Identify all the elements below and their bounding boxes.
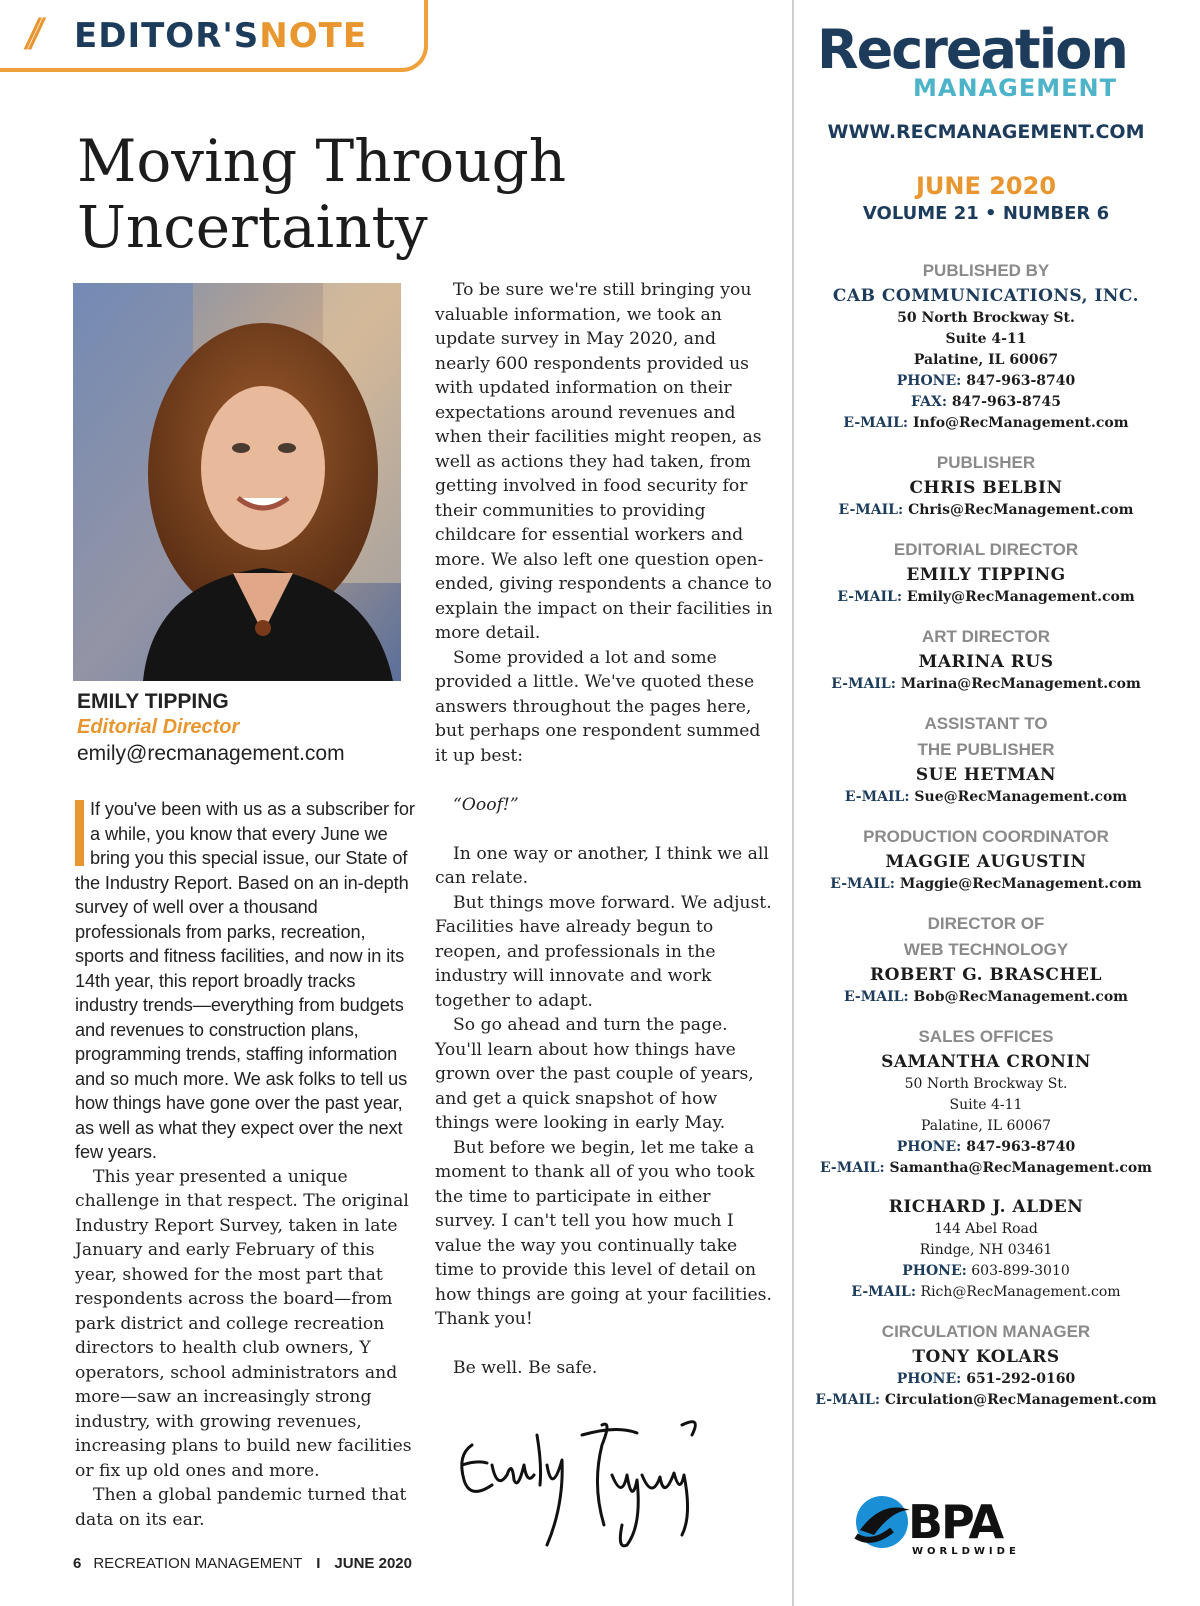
article-paragraph: But things move forward. We adjust. Facilities have already begun to reopen, and professionals in the industry will innovate and work together to adapt. (435, 892, 772, 1011)
website-url[interactable]: WWW.RECMANAGEMENT.COM (827, 121, 1145, 143)
logo-sub: MANAGEMENT (913, 74, 1117, 102)
contact-line (797, 371, 1175, 392)
contact-value: Marina@RecManagement.com (900, 676, 1141, 692)
contact-label: FAX: (911, 394, 948, 410)
article-paragraph: To be sure we're still bringing you valuable information, we took an update survey in May 2020, and nearly 600 respondents provided us with updated information on their expectations around revenues and when their facilities might reopen, as well as actions they had taken, from getting involved in food security for their communities to providing childcare for essential workers and more. We also left one question open-ended, giving respondents a chance to explain the impact on their facilities in more detail. (435, 280, 773, 643)
contact-value: Sue@RecManagement.com (914, 789, 1128, 805)
contact-line (797, 674, 1175, 695)
contact-label: PHONE: (902, 1263, 967, 1279)
contact-value: Info@RecManagement.com (912, 415, 1129, 431)
contact-value: Palatine, IL 60067 (913, 352, 1059, 368)
article-paragraph: But before we begin, let me take a moment to thank all of you who took the time to participate in either survey. I can't tell you how much I value the way you continually take time to provide this level of detail on how things are going at your facilities. Thank you! (435, 1137, 772, 1329)
staff-role: PUBLISHED BY (922, 261, 1050, 280)
contact-value: Chris@RecManagement.com (908, 502, 1134, 518)
contact-line (797, 1261, 1175, 1282)
slash-decoration: // (26, 10, 35, 59)
contact-line (797, 1074, 1175, 1095)
contact-line (797, 1158, 1175, 1179)
contact-value: Bob@RecManagement.com (913, 989, 1128, 1005)
staff-list (797, 258, 1175, 1427)
section-tab-part2: NOTE (259, 16, 368, 56)
article-column-1 (75, 797, 415, 1532)
masthead-section (797, 824, 1175, 895)
staff-name: TONY KOLARS (912, 1347, 1060, 1367)
staff-name: SAMANTHA CRONIN (881, 1052, 1091, 1072)
contact-value: Rindge, NH 03461 (919, 1242, 1053, 1258)
svg-text:WORLDWIDE: WORLDWIDE (912, 1546, 1020, 1557)
contact-label: PHONE: (896, 1139, 962, 1155)
contact-line (797, 1219, 1175, 1240)
contact-line (797, 787, 1175, 808)
staff-name: ROBERT G. BRASCHEL (870, 965, 1102, 985)
masthead-section (797, 624, 1175, 695)
contact-value: Palatine, IL 60067 (920, 1118, 1052, 1134)
logo-main: Recreation (817, 18, 1127, 81)
contact-line (797, 587, 1175, 608)
bpa-worldwide-logo (852, 1490, 1042, 1560)
contact-label: PHONE: (896, 1371, 962, 1387)
article-paragraph: So go ahead and turn the page. You'll learn about how things have grown over the past couple of years, and get a quick snapshot of how things were looking in early May. (435, 1015, 754, 1133)
author-email[interactable]: emily@recmanagement.com (77, 742, 345, 765)
article-headline: Moving Through Uncertainty (77, 127, 567, 261)
article-paragraph: In one way or another, I think we all can relate. (435, 843, 769, 888)
spacer (435, 768, 775, 793)
staff-role: EDITORIAL DIRECTOR (893, 540, 1079, 559)
contact-label: E-MAIL: (815, 1392, 881, 1408)
staff-role: ASSISTANT TO (924, 714, 1048, 733)
issue-date: JUNE 2020 (915, 172, 1057, 200)
contact-label: E-MAIL: (837, 589, 903, 605)
contact-label: E-MAIL: (819, 1160, 885, 1176)
staff-name: MARINA RUS (918, 652, 1054, 672)
staff-role: WEB TECHNOLOGY (903, 940, 1069, 959)
contact-line (797, 413, 1175, 434)
masthead-section (797, 711, 1175, 808)
page-footer (73, 1555, 412, 1572)
masthead-section (797, 911, 1175, 1008)
contact-value: 651-292-0160 (966, 1371, 1076, 1387)
author-name: EMILY TIPPING (77, 690, 229, 713)
contact-line (797, 1240, 1175, 1261)
staff-role: THE PUBLISHER (917, 740, 1055, 759)
drop-cap-bar (75, 800, 84, 866)
section-tab (0, 0, 428, 72)
footer-publication: RECREATION MANAGEMENT (93, 1555, 303, 1572)
spacer (435, 817, 775, 842)
issue-volume: VOLUME 21 • NUMBER 6 (862, 203, 1110, 224)
masthead-section (797, 537, 1175, 608)
staff-role: DIRECTOR OF (927, 914, 1045, 933)
contact-line (797, 1369, 1175, 1390)
contact-value: Suite 4-11 (945, 331, 1027, 347)
staff-role: PRODUCTION COORDINATOR (863, 827, 1109, 846)
page-number: 6 (73, 1555, 82, 1572)
contact-label: E-MAIL: (843, 415, 909, 431)
contact-label: PHONE: (896, 373, 962, 389)
contact-line (797, 308, 1175, 329)
masthead-section (797, 1195, 1175, 1303)
recreation-management-logo (817, 18, 1127, 102)
spacer (435, 1332, 775, 1357)
footer-issue: JUNE 2020 (334, 1555, 412, 1572)
staff-name: MAGGIE AUGUSTIN (885, 852, 1087, 872)
contact-value: Suite 4-11 (949, 1097, 1023, 1113)
author-signature (452, 1405, 722, 1555)
staff-name: CHRIS BELBIN (909, 478, 1063, 498)
contact-line (797, 329, 1175, 350)
contact-label: E-MAIL: (838, 502, 904, 518)
author-portrait (73, 283, 401, 681)
contact-line (797, 392, 1175, 413)
staff-role: PUBLISHER (936, 453, 1036, 472)
staff-role: SALES OFFICES (918, 1027, 1054, 1046)
contact-value: 144 Abel Road (934, 1221, 1038, 1237)
staff-name: EMILY TIPPING (906, 565, 1066, 585)
author-title: Editorial Director (77, 716, 240, 738)
article-column-2 (435, 278, 775, 1381)
contact-line (797, 1116, 1175, 1137)
section-tab-label (74, 16, 367, 56)
contact-value: 847-963-8740 (966, 373, 1076, 389)
contact-label: E-MAIL: (843, 989, 909, 1005)
masthead-section (797, 258, 1175, 434)
staff-role: CIRCULATION MANAGER (881, 1322, 1091, 1341)
contact-line (797, 1095, 1175, 1116)
contact-value: Emily@RecManagement.com (906, 589, 1135, 605)
masthead-section (797, 1024, 1175, 1179)
contact-line (797, 500, 1175, 521)
staff-name: CAB COMMUNICATIONS, INC. (832, 286, 1140, 306)
contact-label: E-MAIL: (844, 789, 910, 805)
contact-value: Samantha@RecManagement.com (889, 1160, 1152, 1176)
closing-line: Be well. Be safe. (453, 1358, 598, 1378)
contact-label: E-MAIL: (831, 676, 896, 692)
section-tab-part1: EDITOR'S (74, 16, 260, 56)
contact-value: Circulation@RecManagement.com (884, 1392, 1157, 1408)
contact-value: 50 North Brockway St. (904, 1076, 1068, 1092)
article-paragraph: Some provided a lot and some provided a little. We've quoted these answers throughout the pages here, but perhaps one respondent summed it up best: (435, 647, 761, 766)
article-paragraph: If you've been with us as a subscriber for a while, you know that every June we bring you this special issue, our State of the Industry Report. Based on an in-depth survey of well over a thousand professionals from parks, recreation, sports and fitness facilities, and now in its 14th year, this report broadly tracks industry trends—everything from budgets and revenues to construction plans, programming trends, staffing information and so much more. We ask folks to tell us how things have gone over the past year, as well as what they expect over the next few years. (75, 799, 415, 1162)
footer-separator: I (316, 1555, 321, 1572)
article-paragraph: This year presented a unique challenge in that respect. The original Industry Report Survey, taken in late January and early February of this year, showed for the most part that respondents across the board—from park district and college recreation directors to health club owners, Y operators, school administrators and more—saw an increasingly strong industry, with growing revenues, increasing plans to build new facilities or fix up old ones and more. (75, 1166, 412, 1481)
contact-value: 847-963-8740 (966, 1139, 1076, 1155)
contact-line (797, 987, 1175, 1008)
contact-value: 603-899-3010 (971, 1263, 1070, 1279)
contact-line (797, 350, 1175, 371)
contact-value: 50 North Brockway St. (897, 310, 1075, 326)
staff-name: RICHARD J. ALDEN (888, 1197, 1084, 1217)
column-divider (792, 0, 794, 1606)
staff-name: SUE HETMAN (915, 765, 1057, 785)
contact-line (797, 874, 1175, 895)
contact-value: 847-963-8745 (951, 394, 1061, 410)
pull-quote: “Ooof!” (453, 794, 519, 815)
contact-label: E-MAIL: (851, 1284, 917, 1300)
contact-label: E-MAIL: (830, 876, 895, 892)
masthead-section (797, 1319, 1175, 1411)
contact-line (797, 1282, 1175, 1303)
svg-text:BPA: BPA (908, 1495, 1003, 1549)
contact-value: Rich@RecManagement.com (920, 1284, 1121, 1300)
contact-line (797, 1137, 1175, 1158)
contact-line (797, 1390, 1175, 1411)
contact-value: Maggie@RecManagement.com (899, 876, 1142, 892)
staff-role: ART DIRECTOR (921, 627, 1051, 646)
article-paragraph: Then a global pandemic turned that data on its ear. (75, 1485, 407, 1530)
masthead-section (797, 450, 1175, 521)
